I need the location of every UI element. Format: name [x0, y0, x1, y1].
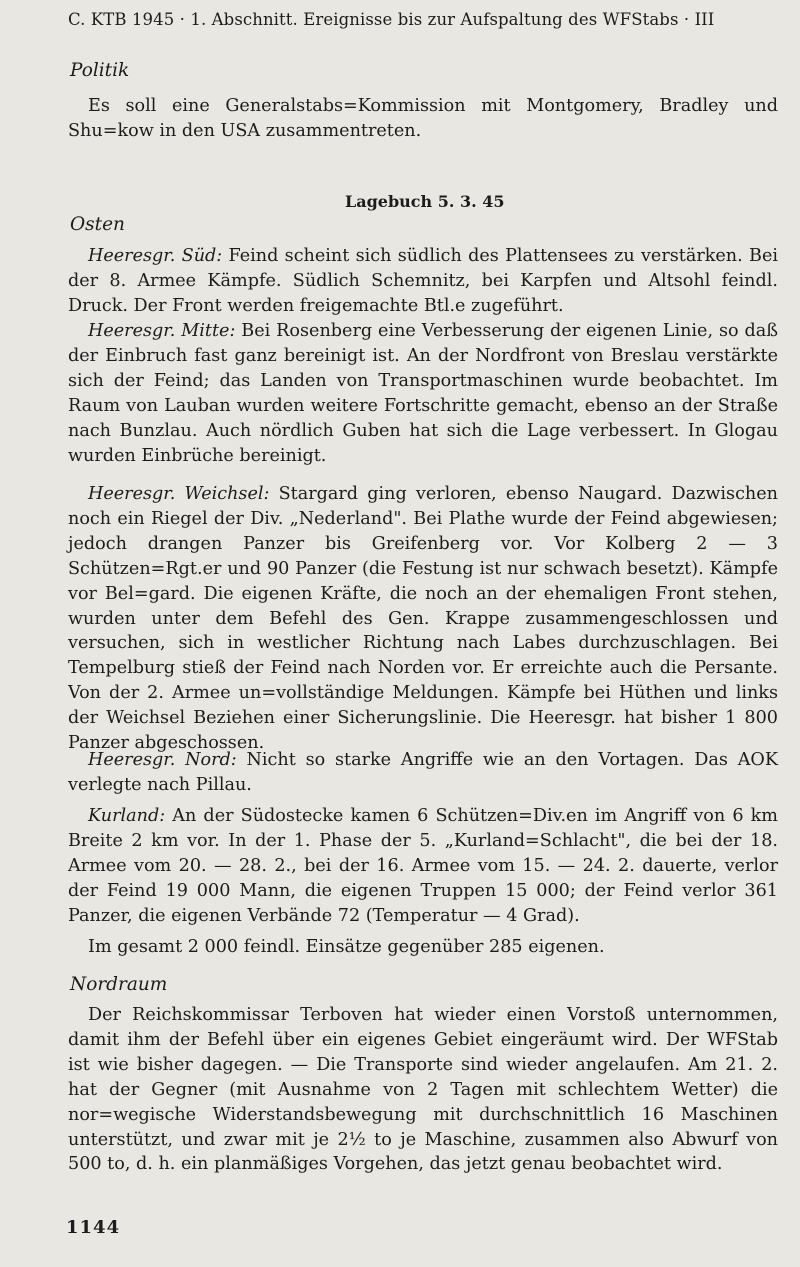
section-heading-nordraum: Nordraum	[70, 974, 168, 995]
paragraph-text: Bei Rosenberg eine Verbesserung der eigenen Linie, so daß der Einbruch fast ganz bereinigt ist. An der Nordfront von Breslau verstärkte sich der Feind; das Landen von Transportmaschinen wurde beobachtet. Im Raum von Lauban wurden weitere Fortschritte gemacht, ebenso an der Straße nach Bunzlau. Auch nördlich Guben hat sich die Lage verbessert. In Glogau wurden Einbrüche bereinigt.	[68, 321, 778, 466]
paragraph-text: An der Südostecke kamen 6 Schützen=Div.en im Angriff von 6 km Breite 2 km vor. In der 1. Phase der 5. „Kurland=Schlacht", die bei der 18. Armee vom 20. — 28. 2., bei der 16. Armee vom 15. — 24. 2. dauerte, verlor der Feind 19 000 Mann, die eigenen Truppen 15 000; der Feind verlor 361 Panzer, die eigenen Verbände 72 (Temperatur — 4 Grad).	[68, 806, 778, 926]
paragraph-heeresgr-nord	[68, 748, 778, 798]
paragraph-label: Heeresgr. Weichsel:	[88, 484, 270, 504]
paragraph-politik: Es soll eine Generalstabs=Kommission mit Montgomery, Bradley und Shu=kow in den USA zusammentreten.	[68, 96, 778, 141]
paragraph-text: Im gesamt 2 000 feindl. Einsätze gegenüber 285 eigenen.	[88, 937, 605, 957]
paragraph-heeresgr-sued	[68, 244, 778, 319]
page-number: 1144	[66, 1217, 121, 1238]
paragraph-text: Nicht so starke Angriffe wie an den Vortagen. Das AOK verlegte nach Pillau.	[68, 750, 778, 795]
diary-date: Lagebuch 5. 3. 45	[345, 192, 505, 211]
paragraph-label: Heeresgr. Mitte:	[88, 321, 236, 341]
paragraph-label: Heeresgr. Nord:	[88, 750, 237, 770]
section-heading-osten: Osten	[70, 214, 125, 235]
paragraph-label: Heeresgr. Süd:	[88, 246, 223, 266]
section-heading-politik: Politik	[70, 60, 130, 81]
paragraph-heeresgr-mitte	[68, 319, 778, 468]
paragraph-text: Feind scheint sich südlich des Plattensees zu verstärken. Bei der 8. Armee Kämpfe. Südlich Schemnitz, bei Karpfen und Altsohl feindl. Druck. Der Front werden freigemachte Btl.e zugeführt.	[68, 246, 778, 316]
paragraph-heeresgr-weichsel	[68, 482, 778, 756]
paragraph-nordraum: Der Reichskommissar Terboven hat wieder einen Vorstoß unternommen, damit ihm der Befehl über ein eigenes Gebiet eingeräumt wird. Der WFStab ist wie bisher dagegen. — Die Transporte sind wieder angelaufen. Am 21. 2. hat der Gegner (mit Ausnahme von 2 Tagen mit schlechtem Wetter) die nor=wegische Widerstandsbewegung mit durchschnittlich 16 Maschinen unterstützt, und zwar mit je 2½ to je Maschine, zusammen also Abwurf von 500 to, d. h. ein planmäßiges Vorgehen, das jetzt genau beobachtet wird.	[68, 1005, 778, 1175]
running-header: C. KTB 1945 · 1. Abschnitt. Ereignisse bis zur Aufspaltung des WFStabs · III	[68, 10, 715, 29]
paragraph-text: Stargard ging verloren, ebenso Naugard. Dazwischen noch ein Riegel der Div. „Nederland". Bei Plathe wurde der Feind abgewiesen; jedoch drangen Panzer bis Greifenberg vor. Vor Kolberg 2 — 3 Schützen=Rgt.er und 90 Panzer (die Festung ist nur schwach besetzt). Kämpfe vor Bel=gard. Die eigenen Kräfte, die noch an der ehemaligen Front stehen, wurden unter dem Befehl des Gen. Krappe zusammengeschlossen und versuchen, sich in westlicher Richtung nach Labes durchzuschlagen. Bei Tempelburg stieß der Feind nach Norden vor. Er erreichte auch die Persante. Von der 2. Armee un=vollständige Meldungen. Kämpfe bei Hüthen und links der Weichsel Beziehen einer Sicherungslinie. Die Heeresgr. hat bisher 1 800 Panzer abgeschossen.	[68, 484, 779, 754]
paragraph-einsaetze	[68, 935, 778, 960]
paragraph-kurland	[68, 804, 778, 929]
paragraph-label: Kurland:	[88, 806, 166, 826]
